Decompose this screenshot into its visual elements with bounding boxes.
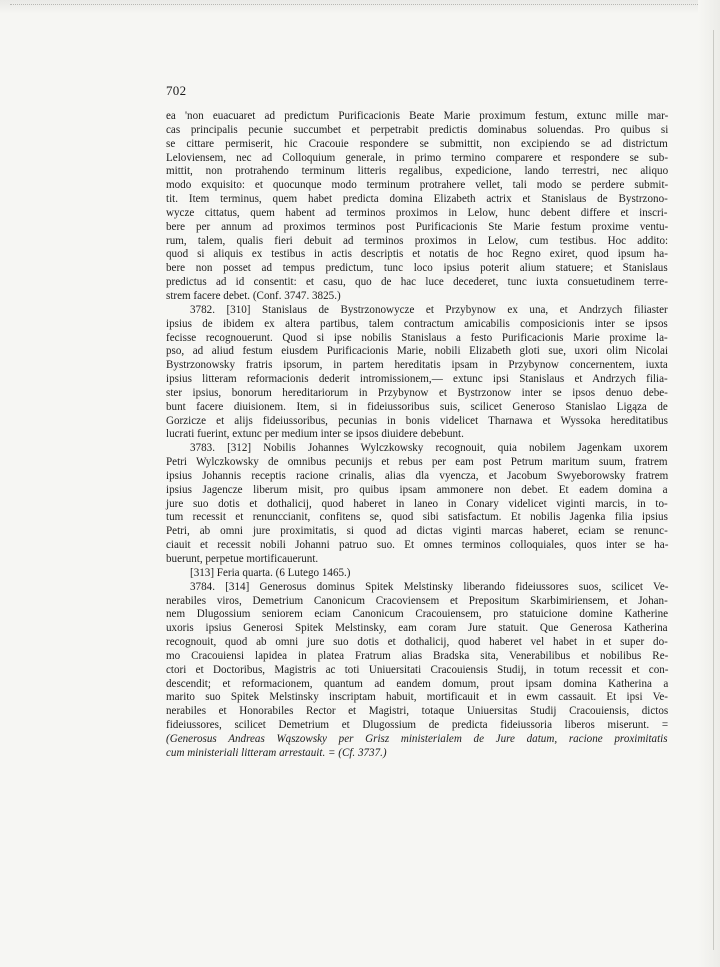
text-line: ipsius litteram reformacionis dederit intromissionem,— extunc ipsi Stanislaus et Andrzych filia- (166, 373, 668, 386)
text-line: Petri, ab omni jure proximitatis, si quod ad dictas viginti marcas haberet, eciam se renunc- (166, 525, 668, 538)
text-line: modo exquisito: et quocunque modo terminum protrahere vellet, tali modo se perdere submit- (166, 179, 669, 192)
text-line: quod si aliquis ex testibus in actis descriptis et notatis de hoc Regno exiret, quod ipsum ha- (166, 248, 668, 261)
text-line: ipsius Jagencze liberum misit, pro quibus ipsam ammonere non debet. Et eadem domina a (166, 483, 668, 496)
text-line: Gorzicze et alijs fideiussoribus, pecunias in bonis videlicet Tharnawa et Wyssoka hereditatibus (166, 414, 668, 427)
text-line: nerabiles viros, Demetrium Canonicum Cracoviensem et Prepositum Skarbimiriensem, et Johan- (166, 594, 668, 607)
text-line: tit. Item terminus, quem habet predicta domina Elizabeth actrix et Stanislaus de Bystrzono- (166, 193, 668, 206)
text-line: buerunt, perpetue mortificauerunt. (166, 553, 319, 565)
text-line: rum, talem, qualis fieri debuit ad terminos proximos in Lelow, cum testibus. Hoc addito: (166, 234, 669, 247)
text-line: cas principalis pecunie succumbet et perpetrabit predictis dominabus soluendas. Pro quibus si (166, 123, 669, 136)
text-line: bere per annum ad proximos terminos post Purificacionis Ste Marie festum proxime ventu- (166, 220, 669, 233)
text-line: Petri Wylczkowsky de omnibus pecunijs et rebus per eam post Petrum maritum suum, fratrem (166, 456, 668, 469)
text-line: 3782. [310] Stanislaus de Bystrzonowycze et Przybynow ex una, et Andrzych filiaster (190, 303, 668, 316)
text-line: ea 'non euacuaret ad predictum Purificacionis Beate Marie proximum festum, extunc mille mar- (166, 110, 669, 122)
text-line: tum recessit et renunccianit, confitens se, quod sibi satisfactum. Et nobilis Jagenka filia ipsius (166, 511, 668, 524)
text-line: fideiussores, scilicet Demetrium et Dlugossium de predicta fideiussoria liberos miserunt. = (166, 719, 669, 732)
text-line: pso, ad aliud festum eiusdem Purificacionis Marie, nobili Elizabeth gloti sue, uxori olim Nicolai (166, 345, 669, 358)
page-number: 702 (166, 83, 187, 98)
text-line: Leloviensem, nec ad Colloquium generale, in primo termino comparere et respondere se sub- (166, 151, 669, 164)
text-line: uxoris ipsius Generosi Spitek Melstinsky, eam coram Jure statuit. Que Generosa Katherina (166, 622, 668, 635)
text-line: strem facere debet. (Conf. 3747. 3825.) (166, 289, 341, 302)
text-line: bere non posset ad tempus predictum, tunc loco ipsius poterit alium statuere; et Stanislaus (166, 262, 668, 275)
scan-right-edge (698, 0, 720, 967)
text-line: nerabiles et Honorabiles Rector et Magistri, totaque Uniuersitas Studij Cracouiensis, dictos (166, 705, 669, 718)
text-line: ster ipsius, bonorum hereditariorum in Przybynow et Bystrzonow inter se ipsos denuo debe- (166, 386, 668, 399)
text-line: se cittare permiserit, hic Cracouie respondere se submittit, non excipiendo se ad districtum (166, 137, 668, 150)
text-line: recognouit, quod ab omni jure suo dotis et dothalicij, quod haberet vel habet in et super do- (166, 636, 668, 649)
document-text-body (166, 110, 668, 761)
text-line: ciauit et recessit nobili Johanni patruo suo. Et omnes terminos colloquiales, quos inter se ha- (166, 539, 669, 552)
text-line: descendit; et reformacionem, quantum ad eandem domum, prout ipsam domina Katherina a (166, 677, 669, 690)
scan-artifact-line (10, 4, 710, 6)
text-line: fecisse recognouerunt. Quod si ipse nobilis Stanislaus a festo Purificacionis Marie proxime la- (166, 331, 668, 344)
text-line: lucrati fuerint, extunc per medium inter se ipsos diuidere debebunt. (166, 428, 464, 441)
text-line: wycze cittatus, quem habent ad terminos proximos in Lelow, hunc debent differe et inscri- (166, 206, 668, 219)
text-line: marito suo Spitek Melstinsky inscriptam habuit, mortificauit et in ewm cassauit. Et ipsi Ve- (166, 691, 668, 704)
text-line: predictus ad id consentit: et casu, quo de hac luce decederet, tunc iuxta consuetudinem terre- (166, 276, 668, 289)
page-fold-line (713, 30, 714, 950)
text-line: 3783. [312] Nobilis Johannes Wylczkowsky recognouit, quia nobilem Jagenkam uxorem (190, 442, 668, 455)
text-line: mittit, non protrahendo terminum litteris regalibus, expedicione, lando terrestri, nec aliquo (166, 165, 669, 178)
text-line: (Generosus Andreas Wąszowsky per Grisz ministerialem de Jure datum, racione proximitatis (166, 732, 668, 745)
text-line: Bystrzonowsky fratris ipsorum, in partem hereditatis ipsam in Przybynow concernentem, iuxta (166, 359, 668, 372)
text-line: nem Dlugossium seniorem eciam Canonicum Cracouiensem, pro statuicione domine Katherine (166, 608, 669, 621)
text-line: cum ministeriali litteram arrestauit. = (Cf. 3737.) (166, 746, 387, 759)
text-line: ipsius Johannis receptis racione crinalis, alias dla vyencza, et Jacobum Swyeborowsky fratrem (166, 469, 669, 482)
text-line: bunt facere diuisionem. Item, si in fideiussoribus suis, scilicet Generoso Stanislao Ligąza de (166, 400, 668, 413)
text-line: ipsius de ibidem ex altera partibus, talem contractum amicabilis composicionis inter se ipsos (166, 317, 668, 330)
text-line: [313] Feria quarta. (6 Lutego 1465.) (190, 566, 351, 579)
text-line: jure suo dotis et dothalicij, quod haberet in laneo in Conary videlicet viginti marcis, in to- (166, 497, 668, 510)
text-line: ctori et Doctoribus, Magistris ac toti Uniuersitati Cracouiensis Studij, in totum recessit et con- (166, 663, 669, 676)
scan-top-edge (0, 0, 720, 14)
text-line: 3784. [314] Generosus dominus Spitek Melstinsky liberando fideiussores suos, scilicet Ve- (190, 580, 669, 593)
text-line: mo Cracouiensi lapidea in platea Fratrum alias Bradska sita, Venerabilibus et nobilibus Re- (166, 649, 669, 662)
